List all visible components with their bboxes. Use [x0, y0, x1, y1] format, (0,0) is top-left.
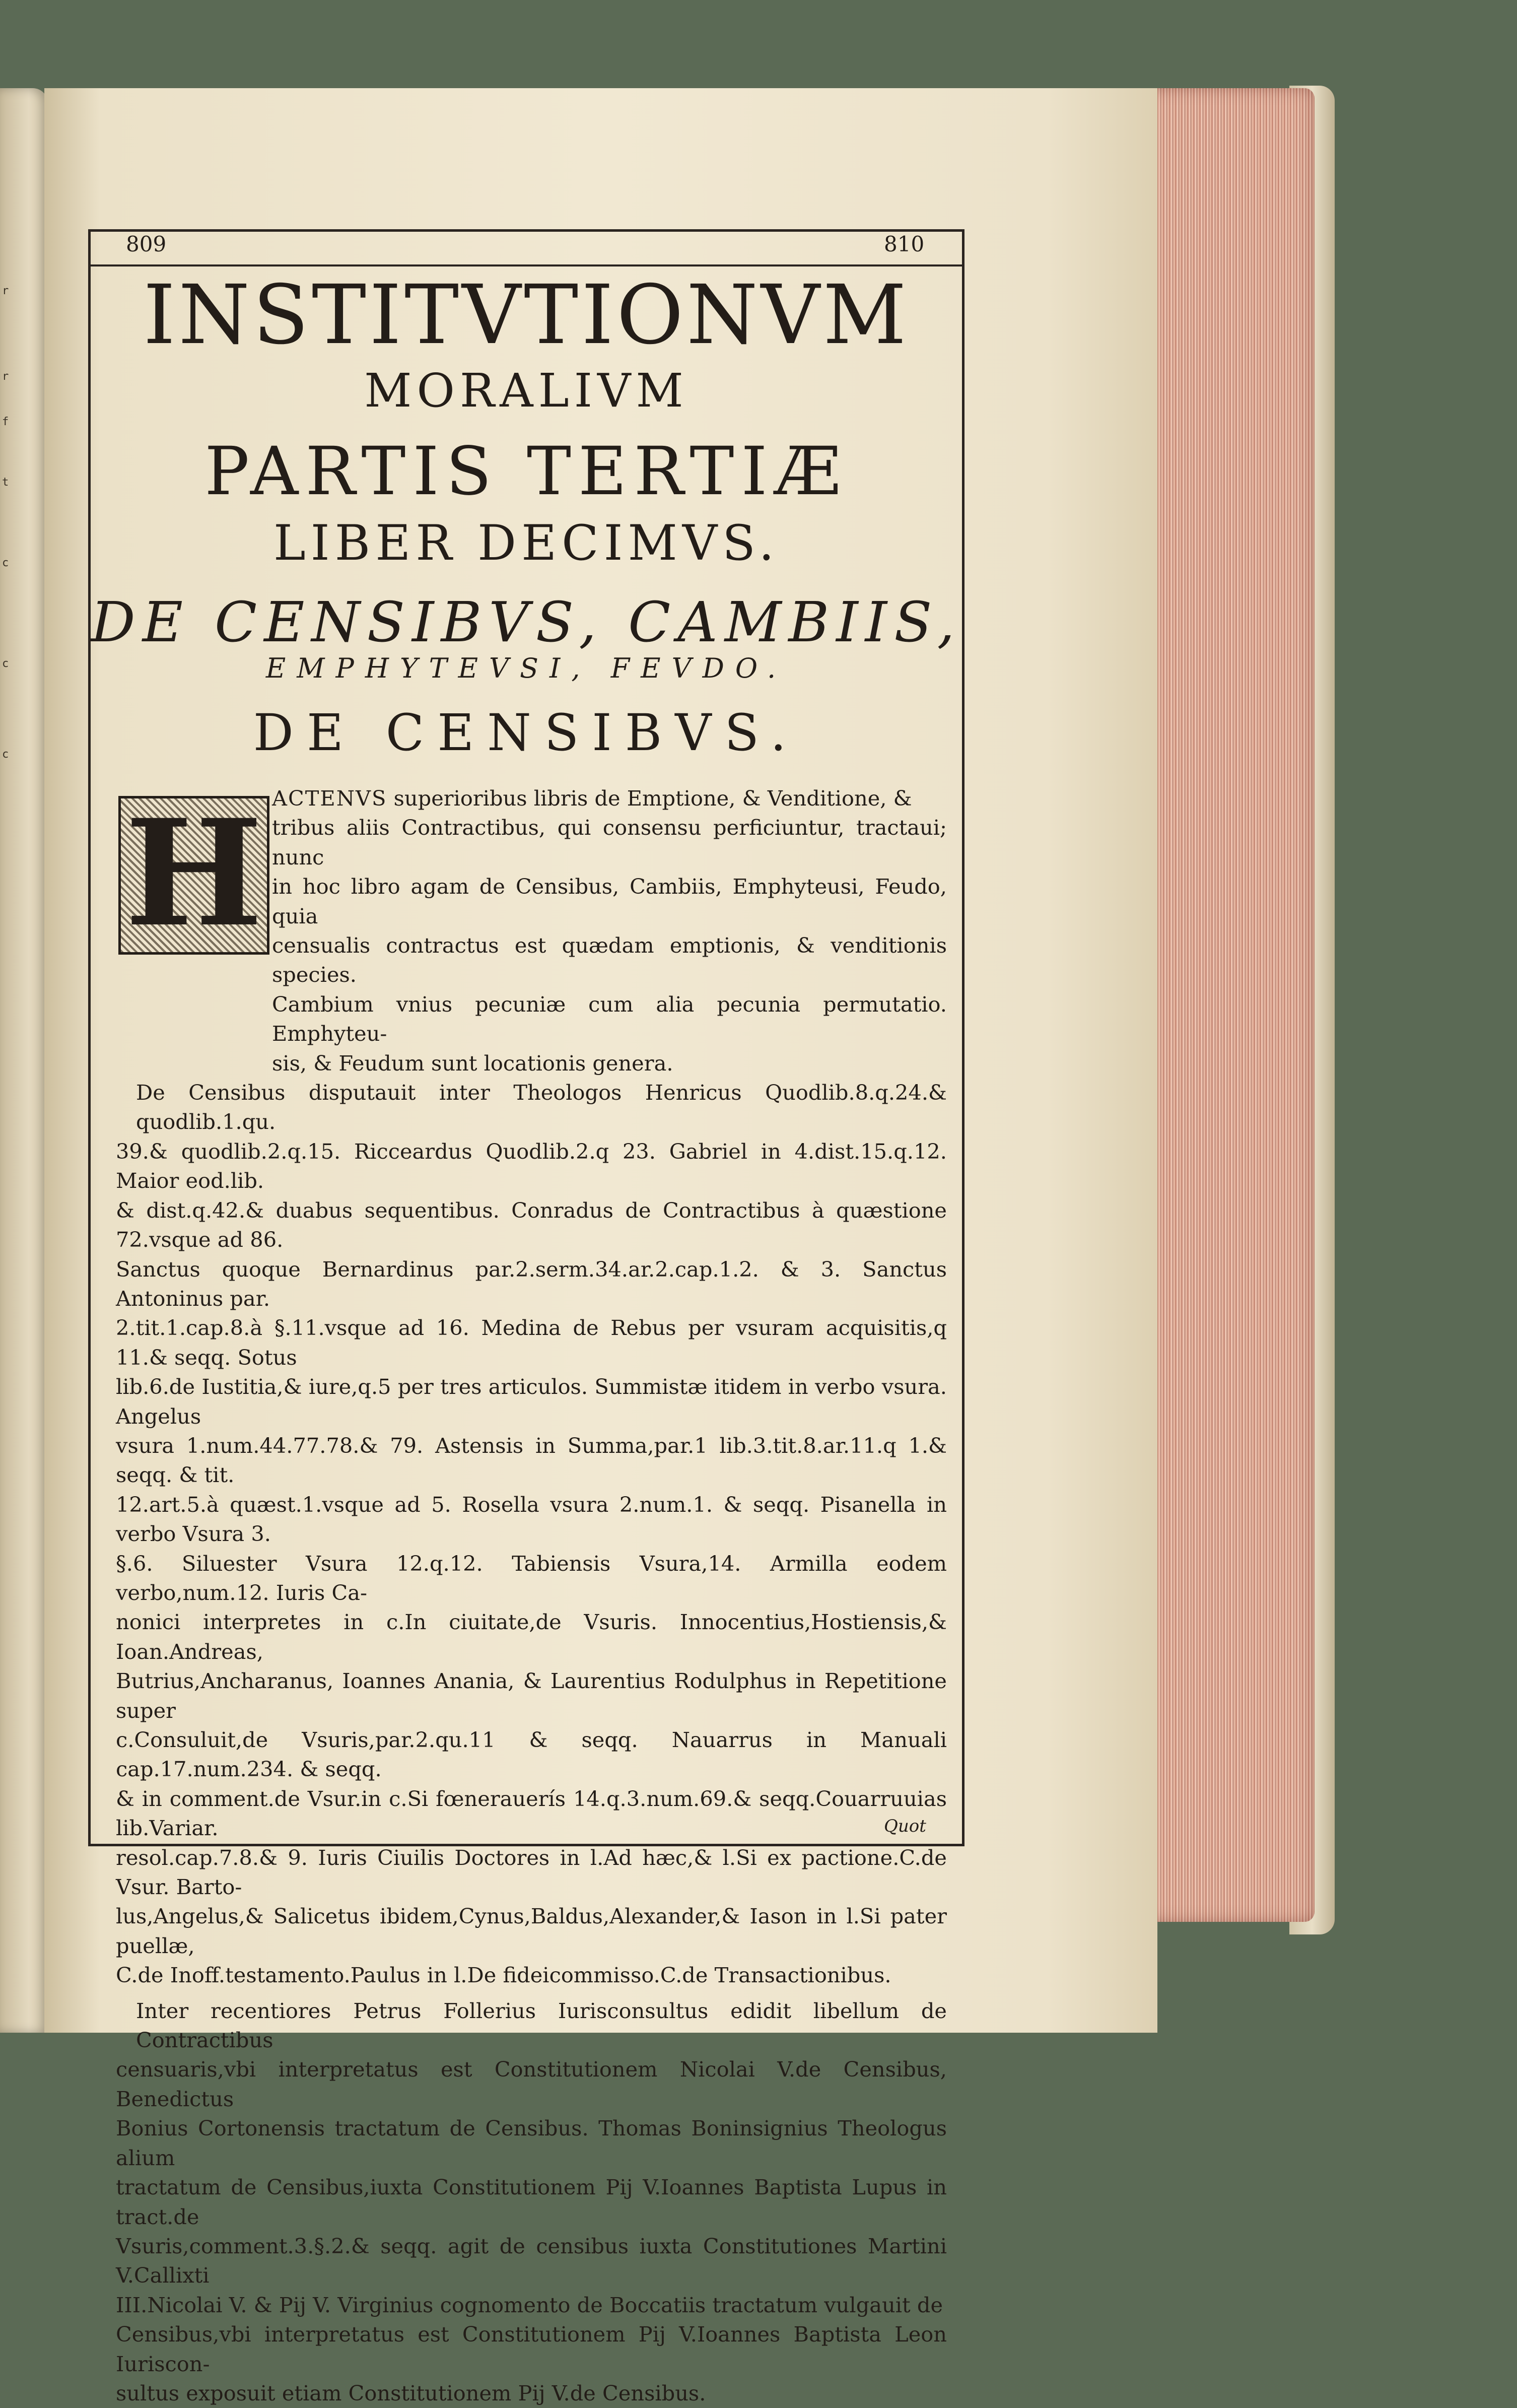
para1-line: in hoc libro agam de Censibus, Cambiis, Emphyteusi, Feudo, quia: [272, 874, 947, 928]
para3-line: censuaris,vbi interpretatus est Constitutionem Nicolai V.de Censibus, Benedictus: [116, 2057, 947, 2111]
body-text: [116, 784, 947, 2408]
catchword: Quot: [884, 1816, 926, 1836]
para2-line: lib.6.de Iustitia,& iure,q.5 per tres articulos. Summistæ itidem in verbo vsura. Angelus: [116, 1374, 947, 1429]
para3-line: Censibus,vbi interpretatus est Constitutionem Pij V.Ioannes Baptista Leon Iuriscon-: [116, 2322, 947, 2376]
section-heading: DE CENSIBVS.: [253, 703, 800, 762]
para2-line: nonici interpretes in c.In ciuitate,de Vsuris. Innocentius,Hostiensis,& Ioan.Andreas,: [116, 1610, 947, 1664]
left-page-fragment: t: [2, 476, 9, 489]
folio-right: 810: [884, 232, 925, 256]
para3-line: Inter recentiores Petrus Follerius Iurisconsultus edidit libellum de Contractibus: [136, 1998, 947, 2053]
left-page: [0, 88, 48, 2033]
para2-line: De Censibus disputauit inter Theologos Henricus Quodlib.8.q.24.& quodlib.1.qu.: [136, 1080, 947, 1134]
para2-line: vsura 1.num.44.77.78.& 79. Astensis in Summa,par.1 lib.3.tit.8.ar.11.q 1.& seqq. & tit.: [116, 1433, 947, 1488]
header-rule: [88, 264, 964, 266]
left-page-fragment: r: [2, 370, 9, 383]
para3-line: Vsuris,comment.3.§.2.& seqq. agit de censibus iuxta Constitutiones Martini V.Callixti: [116, 2233, 947, 2288]
left-page-fragment: r: [2, 285, 9, 297]
left-page-fragment: f: [2, 416, 9, 428]
left-page-fragment: c: [2, 748, 9, 761]
para2-line: Sanctus quoque Bernardinus par.2.serm.34.ar.2.cap.1.2. & 3. Sanctus Antoninus par.: [116, 1256, 947, 1311]
para2-line: §.6. Siluester Vsura 12.q.12. Tabiensis Vsura,14. Armilla eodem verbo,num.12. Iuris Ca-: [116, 1551, 947, 1605]
para2-line: C.de Inoff.testamento.Paulus in l.De fideicommisso.C.de Transactionibus.: [116, 1963, 891, 1988]
para1-line: ACTENVS superioribus libris de Emptione, & Venditione, &: [272, 786, 912, 811]
title-line-6: EMPHYTEVSI, FEVDO.: [265, 652, 787, 684]
para2-line: resol.cap.7.8.& 9. Iuris Ciuilis Doctores in l.Ad hæc,& l.Si ex pactione.C.de Vsur. Barto-: [116, 1845, 947, 1900]
left-page-fragment: c: [2, 557, 9, 569]
para2-line: lus,Angelus,& Salicetus ibidem,Cynus,Baldus,Alexander,& Iason in l.Si pater puellæ,: [116, 1904, 947, 1958]
para2-line: 12.art.5.à quæst.1.vsque ad 5. Rosella vsura 2.num.1. & seqq. Pisanella in verbo Vsura 3.: [116, 1492, 947, 1547]
title-line-2: MORALIVM: [364, 364, 688, 418]
para3-line: III.Nicolai V. & Pij V. Virginius cognomento de Boccatiis tractatum vulgauit de: [116, 2292, 943, 2317]
first-word: ACTENVS: [272, 786, 387, 811]
para2-line: & in comment.de Vsur.in c.Si fœnerauerís 14.q.3.num.69.& seqq.Couarruuias lib.Variar.: [116, 1786, 947, 1841]
para2-line: c.Consuluit,de Vsuris,par.2.qu.11 & seqq. Nauarrus in Manuali cap.17.num.234. & seqq.: [116, 1727, 947, 1782]
para2-line: 2.tit.1.cap.8.à §.11.vsque ad 16. Medina de Rebus per vsuram acquisitis,q 11.& seqq. Sotus: [116, 1315, 947, 1370]
title-line-3: PARTIS TERTIÆ: [204, 433, 848, 510]
para1-line: censualis contractus est quædam emptionis, & venditionis species.: [272, 933, 947, 987]
para1-line: tribus aliis Contractibus, qui consensu perficiuntur, tractaui; nunc: [272, 815, 947, 869]
para3-line: sultus exposuit etiam Constitutionem Pij V.de Censibus.: [116, 2380, 706, 2405]
para1-line: Cambium vnius pecuniæ cum alia pecunia permutatio. Emphyteu-: [272, 991, 947, 1046]
folio-left: 809: [126, 232, 167, 256]
title-line-5: DE CENSIBVS, CAMBIIS,: [91, 590, 962, 654]
title-line-1: INSTITVTIONVM: [143, 268, 910, 363]
para2-line: & dist.q.42.& duabus sequentibus. Conradus de Contractibus à quæstione 72.vsque ad 86.: [116, 1197, 947, 1252]
para1-line: sis, & Feudum sunt locationis genera.: [272, 1050, 673, 1076]
title-line-4: LIBER DECIMVS.: [273, 515, 779, 571]
page-edges: [1143, 88, 1315, 1922]
para2-line: Butrius,Ancharanus, Ioannes Anania, & Laurentius Rodulphus in Repetitione super: [116, 1668, 947, 1723]
para2-line: 39.& quodlib.2.q.15. Ricceardus Quodlib.2.q 23. Gabriel in 4.dist.15.q.12. Maior eod.lib.: [116, 1139, 947, 1193]
para3-line: Bonius Cortonensis tractatum de Censibus. Thomas Boninsignius Theologus alium: [116, 2116, 947, 2170]
initial-letter: H: [125, 788, 263, 959]
para3-line: tractatum de Censibus,iuxta Constitutionem Pij V.Ioannes Baptista Lupus in tract.de: [116, 2175, 947, 2229]
left-page-fragment: c: [2, 657, 9, 670]
